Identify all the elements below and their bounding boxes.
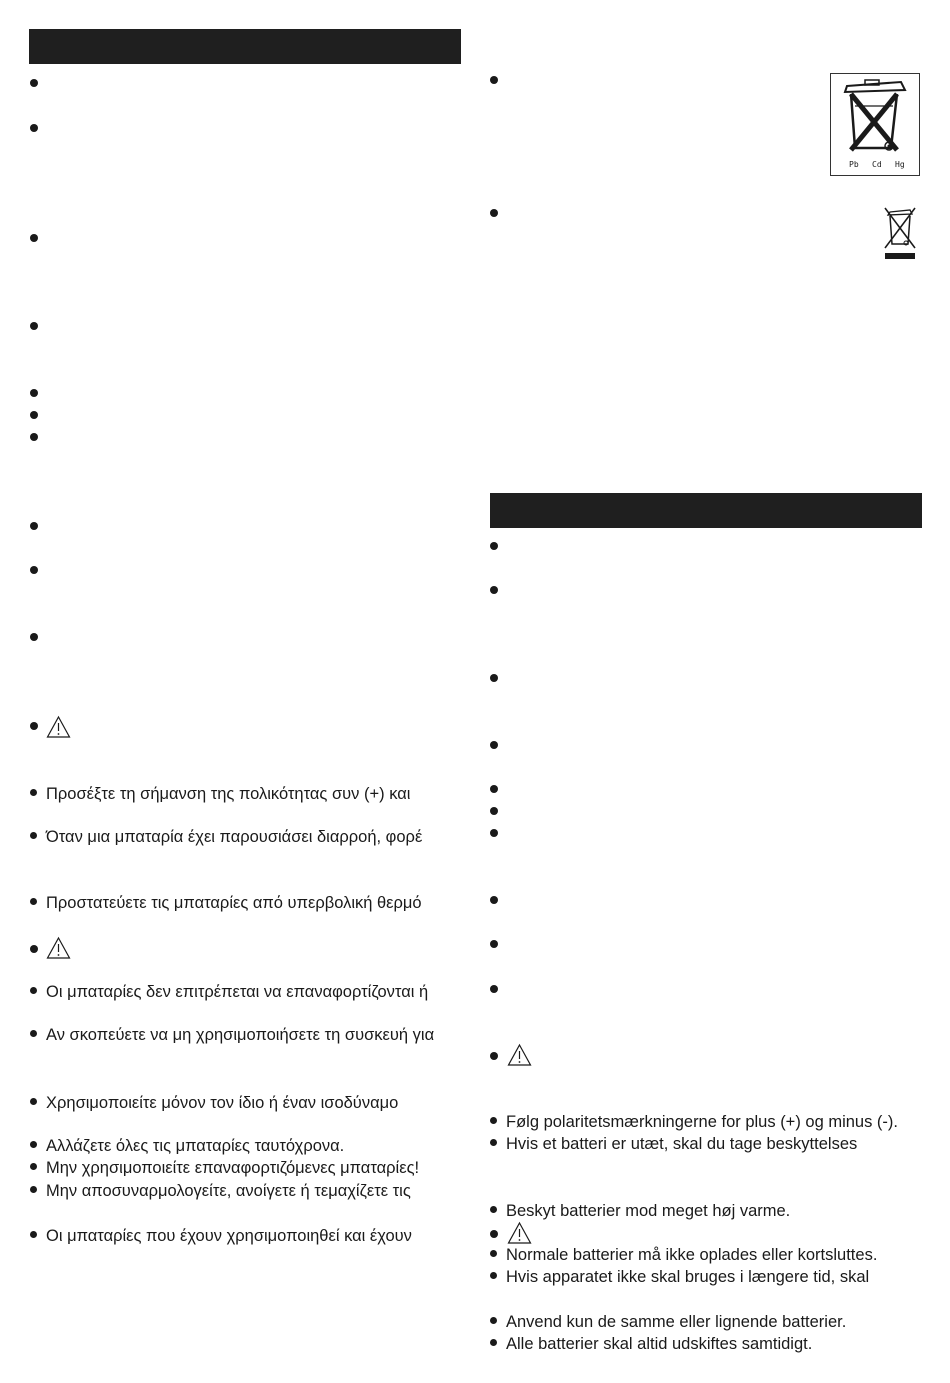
bullet (30, 1141, 37, 1148)
bullet (490, 896, 498, 904)
list-item-text: Normale batterier må ikke oplades eller kortsluttes. (506, 1246, 878, 1264)
crossed-bin-symbol (830, 73, 920, 176)
list-item-text: Alle batterier skal altid udskiftes samtidigt. (506, 1335, 813, 1353)
list-item (30, 1025, 434, 1045)
bullet (30, 124, 38, 132)
bullet (490, 940, 498, 948)
list-item (30, 784, 410, 804)
list-item-text: Beskyt batterier mod meget høj varme. (506, 1202, 791, 1220)
bullet (490, 1339, 497, 1346)
crossed-bin-icon (831, 76, 918, 156)
weee-bin-icon (880, 204, 920, 260)
bullet (490, 741, 498, 749)
bullet (490, 542, 498, 550)
list-item-text: Όταν μια μπαταρία έχει παρουσιάσει διαρροή, φορέ (46, 828, 423, 846)
warning-triangle-icon (507, 1221, 532, 1245)
bullet (490, 807, 498, 815)
list-item-text: Προσέξτε τη σήμανση της πολικότητας συν (+) και (46, 785, 411, 803)
bullet (30, 234, 38, 242)
bullet (30, 1030, 37, 1037)
bullet (30, 433, 38, 441)
list-item (30, 1181, 411, 1201)
bullet (490, 985, 498, 993)
bin-label-hg: Hg (895, 160, 905, 169)
list-item-text: Χρησιμοποιείτε μόνον τον ίδιο ή έναν ισοδύναμο (46, 1094, 399, 1112)
bullet (490, 785, 498, 793)
bullet (490, 1206, 497, 1213)
bullet (490, 1230, 498, 1238)
warning-triangle-icon (507, 1043, 532, 1067)
list-item-text: Μην αποσυναρμολογείτε, ανοίγετε ή τεμαχίζετε τις (46, 1182, 411, 1200)
bullet (30, 1163, 37, 1170)
bullet (30, 566, 38, 574)
list-item (490, 1201, 790, 1221)
list-item-text: Προστατεύετε τις μπαταρίες από υπερβολική θερμό (46, 894, 422, 912)
list-item-text: Μην χρησιμοποιείτε επαναφορτιζόμενες μπαταρίες! (46, 1159, 420, 1177)
bullet (30, 411, 38, 419)
list-item (490, 1334, 812, 1354)
list-item-text: Οι μπαταρίες που έχουν χρησιμοποιηθεί και έχουν (46, 1227, 412, 1245)
list-item (490, 1312, 846, 1332)
list-item-text: Anvend kun de samme eller lignende batterier. (506, 1313, 847, 1331)
bullet (30, 1231, 37, 1238)
list-item-text: Følg polaritetsmærkningerne for plus (+) og minus (-). (506, 1113, 899, 1131)
warning-triangle-icon (46, 936, 71, 960)
bullet (490, 674, 498, 682)
bullet (490, 829, 498, 837)
bullet (490, 1117, 497, 1124)
list-item (490, 1134, 857, 1154)
bullet (30, 389, 38, 397)
bullet (490, 1139, 497, 1146)
bullet (30, 322, 38, 330)
bullet (490, 1052, 498, 1060)
list-item (490, 1245, 877, 1265)
bullet (490, 76, 498, 84)
bin-label-cd: Cd (872, 160, 882, 169)
bullet (30, 1186, 37, 1193)
bullet (30, 722, 38, 730)
list-item-text: Αν σκοπεύετε να μη χρησιμοποιήσετε τη συσκευή για (46, 1026, 435, 1044)
left-section-header-bar (29, 29, 461, 64)
bullet (30, 522, 38, 530)
bullet (30, 832, 37, 839)
bullet (490, 586, 498, 594)
bin-label-pb: Pb (849, 160, 859, 169)
warning-triangle-icon (46, 715, 71, 739)
bullet (30, 898, 37, 905)
bullet (30, 987, 37, 994)
list-item (30, 893, 422, 913)
right-section-header-bar (490, 493, 922, 528)
list-item (30, 1093, 398, 1113)
list-item-text: Hvis et batteri er utæt, skal du tage beskyttelses (506, 1135, 858, 1153)
bullet (490, 209, 498, 217)
list-item (30, 982, 428, 1002)
bullet (30, 79, 38, 87)
list-item-text: Αλλάζετε όλες τις μπαταρίες ταυτόχρονα. (46, 1137, 345, 1155)
bullet (490, 1272, 497, 1279)
list-item-text: Οι μπαταρίες δεν επιτρέπεται να επαναφορτίζονται ή (46, 983, 429, 1001)
list-item (30, 1136, 344, 1156)
bullet (30, 633, 38, 641)
list-item (30, 827, 422, 847)
bullet (490, 1317, 497, 1324)
bullet (490, 1250, 497, 1257)
list-item (30, 1226, 412, 1246)
bullet (30, 789, 37, 796)
list-item (30, 1158, 419, 1178)
bullet (30, 1098, 37, 1105)
list-item (490, 1267, 869, 1287)
bullet (30, 945, 38, 953)
list-item (490, 1112, 898, 1132)
list-item-text: Hvis apparatet ikke skal bruges i længere tid, skal (506, 1268, 870, 1286)
